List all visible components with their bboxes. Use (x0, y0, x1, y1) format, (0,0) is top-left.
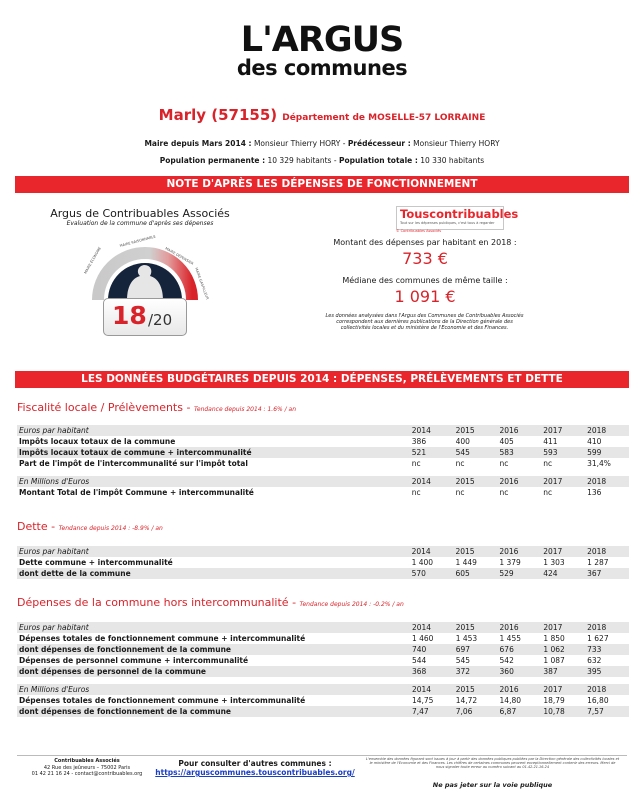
year-cell: 2016 (497, 546, 541, 557)
row-label: dont dépenses de fonctionnement de la commune (17, 706, 410, 717)
value-cell: 1 449 (455, 558, 477, 567)
year-cell: 2015 (453, 546, 497, 557)
year-cell: 2014 (410, 425, 454, 436)
footer-contact: 01 42 21 16 24 - contact@contribuables.org (31, 771, 143, 777)
year-cell: 2014 (410, 622, 454, 633)
value-cell: 424 (541, 568, 585, 579)
footer-org-block (17, 758, 157, 778)
value-cell: 14,80 (499, 696, 522, 705)
footer-consult-block (150, 759, 360, 777)
value-cell: nc (455, 459, 465, 468)
value-cell: 387 (541, 666, 585, 677)
year-cell: 2014 (410, 684, 454, 695)
spend-value: 733 € (402, 249, 448, 268)
value-cell: 395 (585, 666, 629, 677)
table-header-row (17, 546, 629, 557)
spend-label: Montant des dépenses par habitant en 2018 : (333, 238, 517, 247)
table-row (17, 458, 629, 469)
section-band-note: NOTE D'APRÈS LES DÉPENSES DE FONCTIONNEMENT (15, 176, 629, 193)
value-cell: 1 379 (499, 558, 521, 567)
value-cell: 542 (499, 656, 514, 665)
department: Département de MOSELLE-57 LORRAINE (282, 113, 486, 123)
depenses-trend: Tendance depuis 2014 : -0.2% / an (299, 601, 404, 608)
depenses-title-text: Dépenses de la commune hors intercommunalité (17, 596, 289, 609)
value-cell: 1 460 (411, 634, 434, 643)
row-label: Montant Total de l'impôt Commune + intercommunalité (19, 488, 254, 497)
tc-logo-subtext: Tout sur les dépenses publiques, c'est tous à regarder (400, 221, 495, 225)
pop-total-value: 10 330 habitants (420, 156, 485, 165)
year-cell: 2017 (541, 546, 585, 557)
unit-label: En Millions d'Euros (17, 476, 410, 487)
row-label: Impôts locaux totaux de la commune (19, 437, 176, 446)
value-cell: nc (499, 459, 509, 468)
dette-title: Dette - Tendance depuis 2014 : -8.9% / an (17, 520, 163, 533)
pop-perm-label: Population permanente : (159, 156, 266, 165)
year-cell: 2017 (541, 425, 585, 436)
median-label: Médiane des communes de même taille : (342, 276, 508, 285)
value-cell: 733 (585, 644, 629, 655)
value-cell: 740 (410, 644, 454, 655)
value-cell: nc (411, 488, 421, 497)
value-cell: 18,79 (543, 696, 565, 705)
value-cell: 14,72 (455, 696, 478, 705)
row-label: Dépenses totales de fonctionnement commune + intercommunalité (19, 634, 306, 643)
unit-label: Euros par habitant (17, 622, 410, 633)
spacer-row (17, 677, 629, 684)
fiscalite-title-text: Fiscalité locale / Prélèvements (17, 401, 183, 414)
predecessor-name: Monsieur Thierry HORY (413, 139, 500, 148)
fiscalite-table (17, 425, 629, 498)
gauge-label-depensier: MAIRE DÉPENSIER (164, 246, 195, 266)
spacer-row (17, 469, 629, 476)
mayor-line: Maire depuis Mars 2014 : Monsieur Thierry HORY - Prédécesseur : Monsieur Thierry HORY (144, 139, 500, 148)
value-cell: 400 (455, 437, 470, 446)
year-cell: 2016 (498, 684, 542, 695)
year-cell: 2015 (454, 622, 498, 633)
value-cell: 31,4% (587, 459, 611, 468)
year-cell: 2018 (585, 425, 629, 436)
value-cell: 368 (410, 666, 454, 677)
value-cell: 7,57 (585, 706, 629, 717)
value-cell: 632 (587, 656, 602, 665)
year-cell: 2017 (541, 622, 585, 633)
logo-line2: des communes (236, 56, 408, 80)
table-row (17, 487, 629, 498)
year-cell: 2016 (497, 425, 541, 436)
value-cell: 7,06 (454, 706, 498, 717)
logo-line1: L'ARGUS (240, 20, 404, 60)
gauge-label-raisonnable: MAIRE RAISONNABLE (119, 234, 157, 248)
table-row (17, 447, 629, 458)
row-label: dont dette de la commune (17, 568, 410, 579)
mayor-label: Maire depuis Mars 2014 : (144, 139, 252, 148)
value-cell: nc (543, 459, 553, 468)
table-header-row (17, 684, 629, 695)
tc-logo-text: Touscontribuables (400, 207, 519, 221)
median-value: 1 091 € (394, 287, 456, 306)
value-cell: 599 (585, 447, 629, 458)
touscontribuables-logo (396, 206, 519, 230)
table-row (17, 666, 629, 677)
value-cell: 14,75 (411, 696, 434, 705)
value-cell: nc (543, 488, 553, 497)
table-row (17, 436, 629, 447)
year-cell: 2015 (454, 684, 498, 695)
row-label: dont dépenses de personnel de la commune (17, 666, 410, 677)
depenses-title: Dépenses de la commune hors intercommunalité - Tendance depuis 2014 : -0.2% / an (17, 596, 404, 609)
value-cell: 605 (453, 568, 497, 579)
value-cell: 593 (541, 447, 585, 458)
value-cell: 1 303 (543, 558, 565, 567)
value-cell: 529 (497, 568, 541, 579)
argus-title: Argus de Contribuables Associés (50, 207, 230, 220)
value-cell: 405 (499, 437, 514, 446)
value-cell: 1 453 (455, 634, 478, 643)
pop-total-label: Population totale : (338, 156, 418, 165)
argus-subtitle: Evaluation de la commune d'après ses dépenses (66, 220, 214, 227)
row-label: Impôts locaux totaux de commune + intercommunalité (17, 447, 410, 458)
value-cell: nc (411, 459, 421, 468)
value-cell: 570 (410, 568, 454, 579)
row-label: Dépenses de personnel commune + intercommunalité (19, 656, 249, 665)
value-cell: nc (499, 488, 509, 497)
table-row (17, 644, 629, 655)
value-cell: 583 (497, 447, 541, 458)
year-cell: 2018 (585, 546, 629, 557)
year-cell: 2018 (585, 476, 629, 487)
value-cell: 367 (585, 568, 629, 579)
value-cell: 136 (587, 488, 602, 497)
value-cell: 1 455 (499, 634, 522, 643)
table-row (17, 655, 629, 666)
value-cell: 372 (454, 666, 498, 677)
value-cell: 10,78 (541, 706, 585, 717)
year-cell: 2017 (541, 684, 585, 695)
value-cell: 1 087 (543, 656, 565, 665)
value-cell: 697 (454, 644, 498, 655)
table-header-row (17, 476, 629, 487)
predecessor-label: Prédécesseur : (347, 139, 411, 148)
value-cell: 411 (543, 437, 558, 446)
value-cell: nc (455, 488, 465, 497)
depenses-table (17, 622, 629, 717)
table-header-row (17, 425, 629, 436)
table-row (17, 568, 629, 579)
row-label: Dépenses totales de fonctionnement commune + intercommunalité (19, 696, 306, 705)
pop-perm-value: 10 329 habitants (267, 156, 332, 165)
year-cell: 2015 (454, 425, 498, 436)
footer-consult: Pour consulter d'autres communes : (178, 759, 332, 768)
year-cell: 2018 (585, 684, 629, 695)
footer-disclaimer: L'ensemble des données figurant sont issues à jour à partir des données publiques publiées par la Direction générale des collectivités locales et le ministère de l'Economie et des Finances. Les chiffres de certaines communes peuvent exceptionnellement contenir des erreurs. Merci de nous signaler toute erreur au numéro suivant au 01.42.21.16.24 (365, 757, 620, 770)
value-cell: 6,87 (498, 706, 542, 717)
score-badge (103, 298, 187, 336)
table-row (17, 695, 629, 706)
year-cell: 2014 (410, 546, 454, 557)
value-cell: 1 400 (411, 558, 434, 567)
dette-title-text: Dette (17, 520, 48, 533)
unit-label: Euros par habitant (17, 546, 410, 557)
tc-tagline: © Contribuables Associés (396, 229, 442, 233)
row-label: dont dépenses de fonctionnement de la commune (17, 644, 410, 655)
gauge-label-econome: MAIRE ÉCONOME (83, 246, 102, 275)
year-cell: 2015 (454, 476, 498, 487)
value-cell: 1 627 (587, 634, 609, 643)
value-cell: 544 (411, 656, 427, 665)
row-label: Dette commune + intercommunalité (19, 558, 173, 567)
footer-slogan: Ne pas jeter sur la voie publique (432, 781, 553, 789)
data-source-note: Les données analysées dans l'Argus des Communes de Contribuables Associés correspondent aux dernières publications de la Direction générale des collectivités locales et du ministère de l'Economie et des Finances. (325, 313, 524, 331)
year-cell: 2014 (410, 476, 454, 487)
fiscalite-title: Fiscalité locale / Prélèvements - Tendance depuis 2014 : 1.6% / an (17, 401, 297, 414)
footer-link[interactable]: https://arguscommunes.touscontribuables.org/ (155, 768, 355, 777)
score-denominator: /20 (148, 311, 173, 329)
fiscalite-trend: Tendance depuis 2014 : 1.6% / an (193, 406, 297, 413)
unit-label: Euros par habitant (17, 425, 410, 436)
year-cell: 2017 (541, 476, 585, 487)
value-cell: 1 850 (543, 634, 565, 643)
value-cell: 386 (411, 437, 427, 446)
year-cell: 2016 (498, 622, 542, 633)
section-band-budget: LES DONNÉES BUDGÉTAIRES DEPUIS 2014 : DÉPENSES, PRÉLÈVEMENTS ET DETTE (15, 371, 629, 388)
city-name: Marly (57155) (158, 106, 278, 124)
table-row (17, 633, 629, 644)
value-cell: 545 (454, 447, 498, 458)
mayor-name: Monsieur Thierry HORY (253, 139, 341, 148)
footer-org: Contribuables Associés (54, 758, 120, 764)
value-cell: 545 (455, 656, 471, 665)
gauge-label-gaspilleur: MAIRE GASPILLEUR (194, 266, 210, 301)
population-line: Population permanente : 10 329 habitants - Population totale : 10 330 habitants (159, 156, 485, 165)
value-cell: 521 (410, 447, 454, 458)
footer-address: 42 Rue des jeûneurs – 75002 Paris (43, 764, 131, 771)
footer-divider (17, 755, 627, 756)
year-cell: 2018 (585, 622, 629, 633)
value-cell: 676 (498, 644, 542, 655)
table-row (17, 557, 629, 568)
value-cell: 1 062 (541, 644, 585, 655)
year-cell: 2016 (497, 476, 541, 487)
dette-trend: Tendance depuis 2014 : -8.9% / an (58, 525, 163, 532)
dette-table (17, 546, 629, 579)
score-value: 18 (112, 301, 147, 330)
page-title (0, 106, 644, 127)
unit-label: En Millions d'Euros (17, 684, 410, 695)
value-cell: 7,47 (410, 706, 454, 717)
table-row (17, 706, 629, 717)
row-label: Part de l'impôt de l'intercommunalité sur l'impôt total (19, 459, 248, 468)
value-cell: 360 (498, 666, 542, 677)
value-cell: 16,80 (587, 696, 609, 705)
value-cell: 1 287 (587, 558, 609, 567)
value-cell: 410 (587, 437, 602, 446)
table-header-row (17, 622, 629, 633)
